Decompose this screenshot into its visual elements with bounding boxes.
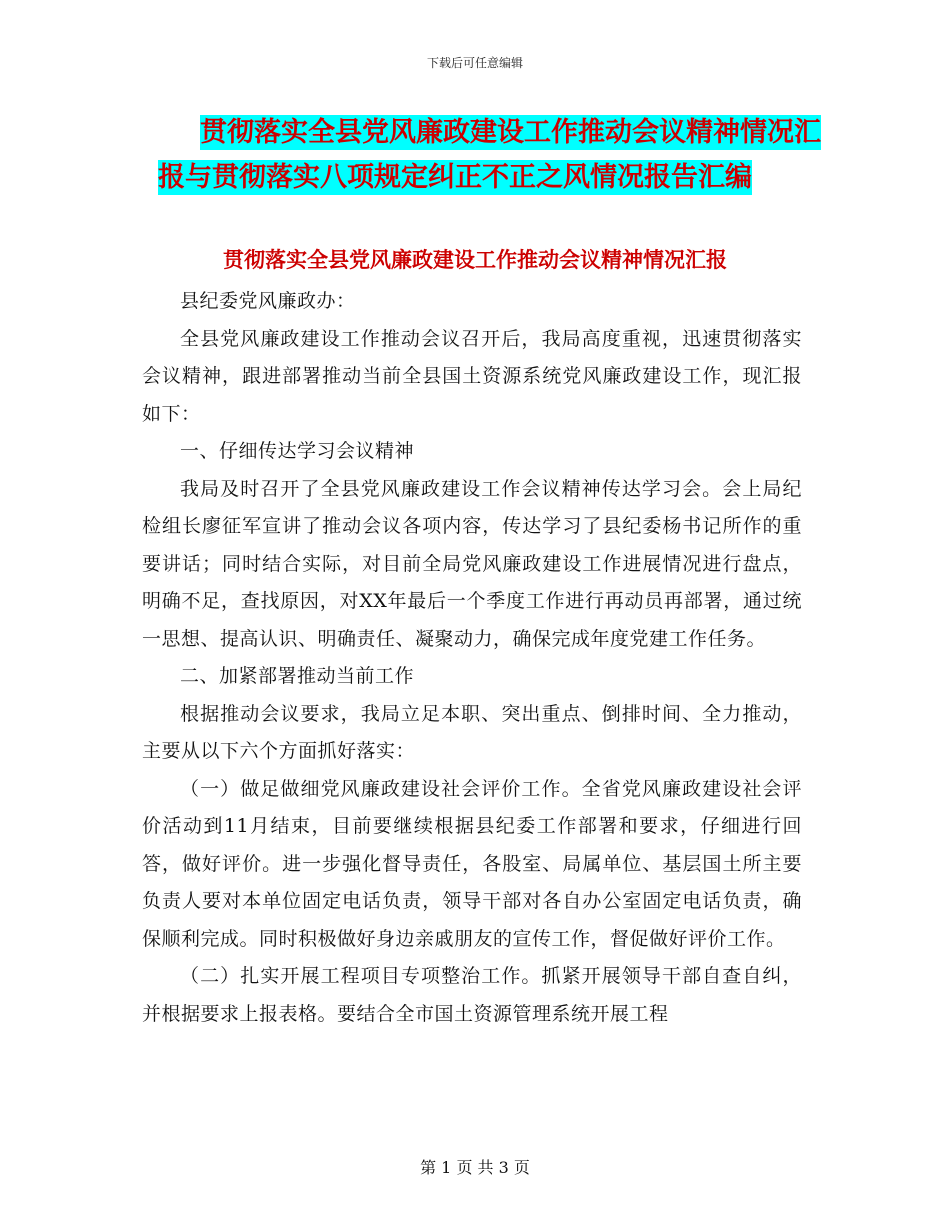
paragraph: （二）扎实开展工程项目专项整治工作。抓紧开展领导干部自查自纠，并根据要求上报表格。要结合全市国土资源管理系统开展工程	[142, 965, 802, 1025]
document-title	[158, 110, 826, 200]
paragraph: 全县党风廉政建设工作推动会议召开后，我局高度重视，迅速贯彻落实会议精神，跟进部署推动当前全县国土资源系统党风廉政建设工作，现汇报如下：	[142, 327, 802, 425]
paragraph: 我局及时召开了全县党风廉政建设工作会议精神传达学习会。会上局纪检组长廖征军宣讲了推动会议各项内容，传达学习了县纪委杨书记所作的重要讲话；同时结合实际，对目前全局党风廉政建设工作进展情况进行盘点，明确不足，查找原因，对XX年最后一个季度工作进行再动员再部署，通过统一思想、提高认识、明确责任、凝聚动力，确保完成年度党建工作任务。	[142, 477, 802, 650]
paragraph: （一）做足做细党风廉政建设社会评价工作。全省党风廉政建设社会评价活动到11月结束，目前要继续根据县纪委工作部署和要求，仔细进行回答，做好评价。进一步强化督导责任，各股室、局属单位、基层国土所主要负责人要对本单位固定电话负责，领导干部对各自办公室固定电话负责，确保顺利完成。同时积极做好身边亲戚朋友的宣传工作，督促做好评价工作。	[142, 777, 802, 950]
title-line-2: 报与贯彻落实八项规定纠正不正之风情况报告汇编	[158, 162, 752, 193]
page-header-note: 下载后可任意编辑	[426, 56, 523, 70]
title-line-1: 贯彻落实全县党风廉政建设工作推动会议精神情况汇	[200, 117, 821, 148]
document-body	[142, 283, 802, 1033]
heading-1: 一、仔细传达学习会议精神	[180, 440, 415, 462]
salutation: 县纪委党风廉政办：	[180, 290, 356, 312]
paragraph: 根据推动会议要求，我局立足本职、突出重点、倒排时间、全力推动，主要从以下六个方面抓好落实：	[142, 702, 802, 762]
heading-2: 二、加紧部署推动当前工作	[180, 665, 415, 687]
section-title: 贯彻落实全县党风廉政建设工作推动会议精神情况汇报	[223, 248, 727, 272]
page-number: 第 1 页 共 3 页	[420, 1158, 530, 1177]
